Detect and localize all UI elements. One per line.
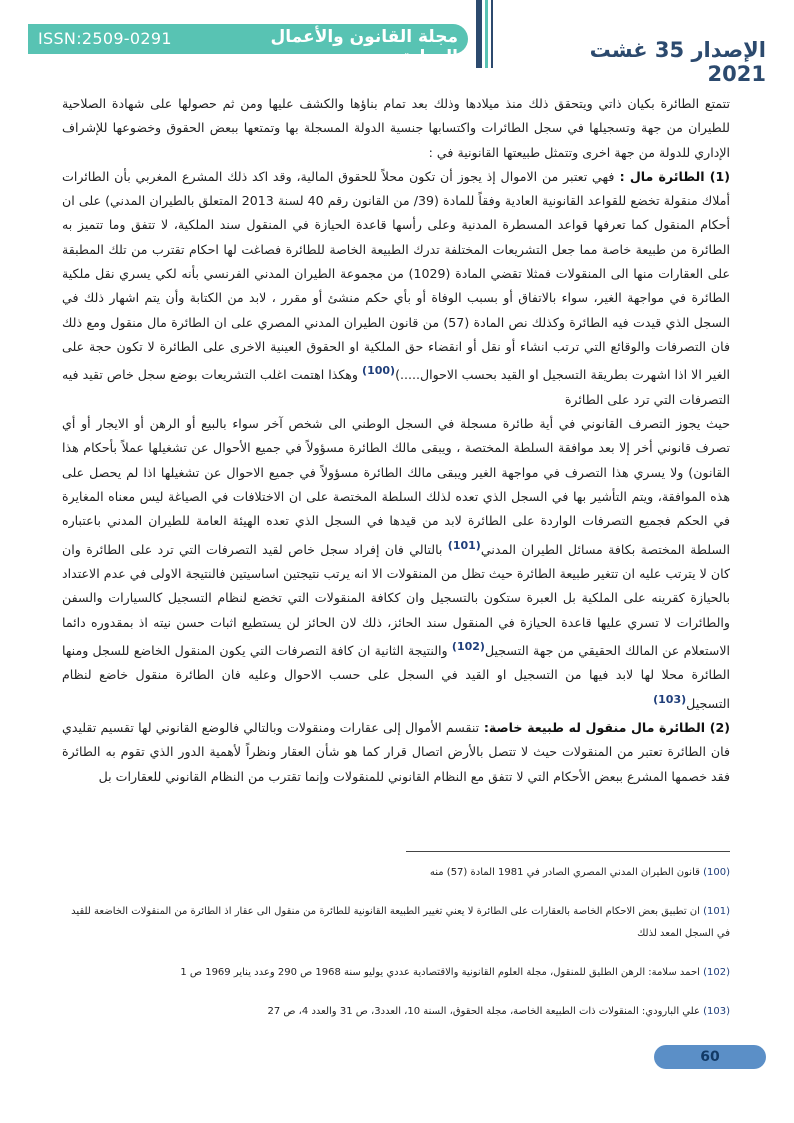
footnote-text: قانون الطيران المدني المصري الصادر في 1981 المادة (57) منه bbox=[429, 867, 704, 878]
header-divider bbox=[491, 0, 493, 68]
paragraph-text: حيث يجوز التصرف القانوني في أية طائرة مسجلة في السجل الوطني الى شخص آخر سواء بالبيع أو الرهن أو الايجار أو أي تصرف قانوني أخر إلا بعد موافقة السلطة المختصة ، ويبقى مالك الطائرة مسؤولاً في جميع الأحوال عن تشغيلها عملاً بأحكام هذا القانون) ولا يسري هذا التصرف في مواجهة الغير ويبقى مالك الطائرة مسؤولاً في جميع الاحوال عن تشغيلها اذا لم يحصل على هذه الموافقة، ويتم التأشير بها في السجل الذي تعده لذلك السلطة المختصة على ان الاختلافات في الصياغة ليس معناه المغايرة في الحكم فجميع التصرفات الواردة على الطائرة لابد من قيدها في السجل الذي تعده الهيئة العامة للطيران المدني باعتباره السلطة المختصة بكافة مسائل الطيران المدني bbox=[62, 416, 730, 557]
paragraph bbox=[62, 165, 730, 412]
footnote-ref[interactable]: (102) bbox=[451, 639, 485, 653]
footnote-text: احمد سلامة: الرهن الطليق للمنقول، مجلة العلوم القانونية والاقتصادية عددي يوليو سنة 1968 ص 290 وعدد يناير 1969 ص 1 bbox=[180, 967, 704, 978]
page-number: 60 bbox=[700, 1049, 720, 1065]
header-divider bbox=[485, 0, 488, 68]
article-body bbox=[62, 92, 730, 789]
footnote-text: ان تطبيق بعض الاحكام الخاصة بالعقارات على الطائرة لا يعني تغيير الطبيعة القانونية للطائرة من منقول الى عقار اذ الطائرة من المنقولات الخاضعة للقيد في السجل المعد لذلك bbox=[71, 906, 730, 939]
paragraph bbox=[62, 412, 730, 716]
section-heading: (2) الطائرة مال منقول له طبيعة خاصة: bbox=[479, 720, 730, 736]
paragraph-text: فهي تعتبر من الاموال إذ يجوز أن تكون محلاً للحقوق المالية، وقد اكد ذلك المشرع المغربي بأن الطائرات أملاك منقولة تخضع للقواعد القانونية العادية وفقاً للمادة (39/ من القانون رقم 40 لسنة 2013 المتعلق بالطيران المدني) على ان أحكام المنقول كما تعرفها قواعد المسطرة المدنية وعلى رأسها قاعدة الحيازة في المنقول سند الملكية، لا تتفق وما تتميز به الطائرة من طبيعة خاصة مما جعل التشريعات المختلفة تدرك الطبيعة الخاصة للطائرة فصاغت لها احكام تقترب من تلك المطبقة على العقارات منها الى المنقولات فمثلا تقضي المادة (1029) من مجموعة الطيران المدني الفرنسي بأنه لكي يسري نقل ملكية الطائرة في مواجهة الغير، سواء بالاتفاق أو بسبب الوفاة أو بأي حكم منشئ أو مقرر ، لابد من الكتابة وأن يتم اشهار ذلك في السجل الذي قيدت فيه الطائرة وكذلك نص المادة (57) من قانون الطيران المدني المصري على ان الطائرة مال منقول ومع ذلك فان التصرفات والوقائع التي ترتب انشاء أو نقل أو انقضاء حق الملكية او الحقوق العينية الاخرى على الطائرة لا تكون حجة على الغير الا اذا اشهرت بطريقة التسجيل او القيد بحسب الاحوال.....) bbox=[62, 168, 731, 383]
footnote-ref[interactable]: (100) bbox=[362, 364, 396, 378]
footnote-text: علي البارودي: المنقولات ذات الطبيعة الخاصة، مجلة الحقوق، السنة 10، العدد3، ص 31 والعدد 4، ص 27 bbox=[267, 1006, 704, 1017]
footnote bbox=[62, 962, 730, 984]
footnote-ref[interactable]: (103) bbox=[653, 692, 687, 706]
header-divider bbox=[476, 0, 482, 68]
footnote-number: (102) bbox=[703, 967, 730, 978]
footnote-ref[interactable]: (101) bbox=[447, 538, 481, 552]
paragraph-text: تتمتع الطائرة بكيان ذاتي ويتحقق ذلك منذ ميلادها وذلك بعد تمام بناؤها والكشف عليها ومن ثم حصولها على شهادة الصلاحية للطيران من جهة وتسجيلها في سجل الطائرات واكتسابها جنسية الدولة المسجلة بها وتمتعها ببعض الحقوق وخضوعها للإشراف الإداري للدولة من جهة اخرى وتتمثل طبيعتها القانونية في : bbox=[62, 96, 730, 160]
paragraph-text: وهكذا اهتمت اغلب التشريعات بوضع سجل خاص تقيد فيه التصرفات التي ترد على الطائرة bbox=[62, 367, 730, 407]
footnote bbox=[62, 901, 730, 945]
paragraph-text: والنتيجة الثانية ان كافة التصرفات التي يكون المنقول الخاضع للسجل ومنها الطائرة محلا لها لابد فيها من التسجيل او القيد في السجل على حسب الاحوال وعليه فان الطائرة منقول خاضع لنظام التسجيل bbox=[62, 643, 730, 711]
issue-label: الإصدار 35 غشت 2021 bbox=[589, 38, 766, 86]
footnote-number: (100) bbox=[703, 867, 730, 878]
paragraph bbox=[62, 92, 730, 165]
issn-label: ISSN:2509-0291 bbox=[38, 29, 172, 48]
footnote-separator bbox=[406, 851, 730, 852]
journal-title: مجلة القانون والأعمال الدولية bbox=[270, 27, 458, 67]
paragraph-text: تنقسم الأموال إلى عقارات ومنقولات وبالتالي فالوضع القانوني لها تقسيم تقليدي فان الطائرة تعتبر من المنقولات حيث لا تتصل بالأرض اتصال قرار كما هو شأن العقار ونظراً لأهمية الدور الذي تقوم به الطائرة فقد خصمها المشرع ببعض الأحكام التي لا تتفق مع النظام القانوني للمنقولات وإنما تقترب من النظام القانوني للعقارات بل bbox=[62, 720, 730, 784]
paragraph-text: بالتالي فان إفراد سجل خاص لقيد التصرفات التي ترد على الطائرة وان كان لا يترتب عليه ان تتغير طبيعة الطائرة حيث تظل من المنقولات الا انه يرتب نتيجتين اساسيتين فالنتيجة الاولى في عدم الاعتداد بالحيازة كقرينه على الملكية بل العبرة ستكون بالتسجيل وان ككافة المنقولات التي تخضع لنظام التسجيل كالسيارات والسفن والطائرات لا تسري عليها قاعدة الحيازة في المنقول سند الحائز، ذلك لان الحائز لن يستطيع اثبات حسن نيته اذ بمقدوره دائما الاستعلام عن المالك الحقيقي من جهة التسجيل bbox=[62, 541, 730, 659]
footnote-number: (103) bbox=[703, 1006, 730, 1017]
footnote-number: (101) bbox=[703, 906, 730, 917]
footnote bbox=[62, 862, 730, 884]
footnote bbox=[62, 1001, 730, 1023]
section-heading: (1) الطائرة مال : bbox=[614, 168, 731, 184]
footnotes bbox=[62, 862, 730, 1040]
paragraph bbox=[62, 716, 730, 789]
